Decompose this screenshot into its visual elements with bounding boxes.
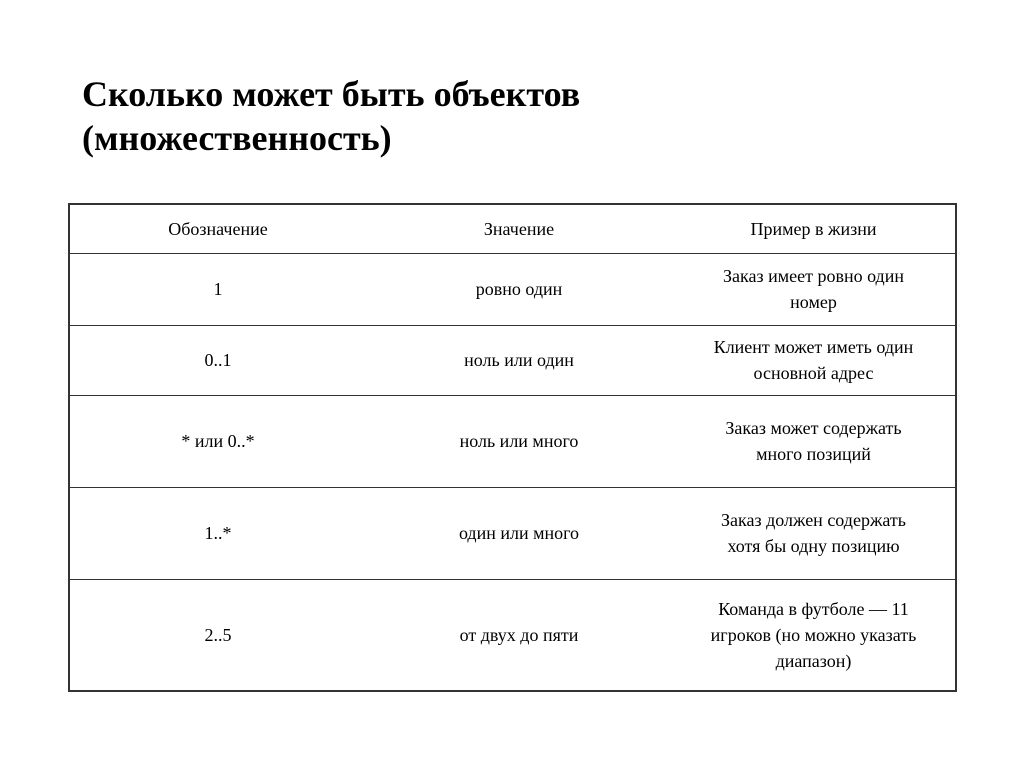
title-line-2: (множественность) bbox=[82, 118, 392, 158]
example-line: игроков (но можно указать bbox=[710, 624, 917, 645]
table-row bbox=[69, 487, 956, 579]
page-title bbox=[82, 72, 580, 160]
meaning-cell: от двух до пяти bbox=[459, 624, 579, 645]
multiplicity-table bbox=[68, 203, 957, 692]
example-line: хотя бы одну позицию bbox=[727, 536, 900, 556]
notation-cell: 1 bbox=[213, 279, 223, 299]
example-cell bbox=[672, 579, 956, 691]
example-line: Заказ имеет ровно один bbox=[723, 266, 904, 286]
example-line: номер bbox=[790, 292, 837, 312]
header-example: Пример в жизни bbox=[750, 218, 877, 239]
table-header-row bbox=[69, 204, 956, 253]
example-line: основной адрес bbox=[753, 363, 874, 383]
example-cell bbox=[672, 325, 956, 395]
notation-cell: 0..1 bbox=[204, 350, 232, 370]
title-line-1: Сколько может быть объектов bbox=[82, 74, 581, 114]
meaning-cell: ноль или один bbox=[464, 350, 574, 370]
notation-cell: * или 0..* bbox=[181, 431, 255, 451]
example-line: Клиент может иметь один bbox=[713, 337, 914, 357]
table-row bbox=[69, 325, 956, 395]
meaning-cell: ровно один bbox=[475, 279, 563, 299]
example-line: Заказ может содержать bbox=[725, 418, 902, 438]
example-line: диапазон) bbox=[775, 650, 852, 671]
header-meaning: Значение bbox=[483, 218, 555, 239]
table-row bbox=[69, 395, 956, 487]
notation-cell: 1..* bbox=[204, 523, 232, 543]
header-notation: Обозначение bbox=[168, 218, 268, 239]
table-row bbox=[69, 579, 956, 691]
example-cell bbox=[672, 395, 956, 487]
meaning-cell: ноль или много bbox=[459, 431, 579, 451]
meaning-cell: один или много bbox=[458, 523, 580, 543]
example-line: Команда в футболе — 11 bbox=[718, 598, 909, 619]
example-line: Заказ должен содержать bbox=[721, 510, 906, 530]
example-cell bbox=[672, 487, 956, 579]
example-cell bbox=[672, 253, 956, 325]
notation-cell: 2..5 bbox=[204, 624, 232, 645]
table-row bbox=[69, 253, 956, 325]
example-line: много позиций bbox=[756, 444, 871, 464]
